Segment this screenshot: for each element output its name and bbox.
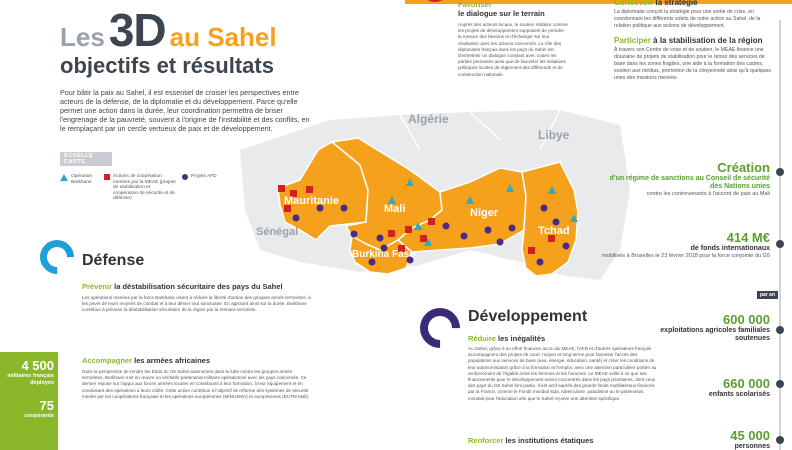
timeline-dot bbox=[776, 436, 784, 444]
page-title bbox=[60, 4, 310, 79]
dev-text1: Au Sahel, grâce à un effort financier accru du MEAE, l'AFD et d'autres opérateurs français accompagnent des projets de court, moyen et long terme pour favoriser l'accès des populations aux services de base (eau, énergie, éducation, santé) et créer les conditions de leur autonomisation grâce à la formation et l'emploi, avec une attention particulière portée au renforcement de l'égalité entre les femmes et les hommes. Le MEAE veille à ce que ses financements pour le développement soient concentrés dans les pays prioritaires, dont ceux des pays du G5 Sahel font partie. Il est actif auprès des grands fonds multilatéraux financés par la France, comme le Fonds mondial sida, tuberculose, paludisme ou le partenariat mondial pour l'éducation afin que le Sahel reçoive une attention spécifique. bbox=[468, 346, 657, 401]
dot-icon[interactable] bbox=[497, 239, 504, 246]
legend-label: Projets AFD bbox=[191, 174, 217, 179]
legend-label: Opération Barkhane bbox=[71, 174, 93, 185]
stat-number: Création bbox=[717, 160, 770, 175]
timeline-dot bbox=[776, 240, 784, 248]
label-mali: Mali bbox=[384, 203, 406, 215]
defense-sub2: les armées africaines bbox=[134, 356, 210, 365]
defense-prevenir bbox=[82, 282, 312, 314]
stat-exploitations bbox=[660, 312, 770, 343]
stat-number: 600 000 bbox=[723, 312, 770, 327]
stat-small: mobilisés à Bruxelles le 23 février 2018 pour la force conjointe du G5 bbox=[602, 253, 770, 259]
dot-icon[interactable] bbox=[541, 205, 548, 212]
square-icon[interactable] bbox=[388, 230, 395, 237]
timeline-dot bbox=[776, 168, 784, 176]
strategy-heading-prefix: Concevoir bbox=[614, 0, 654, 7]
strategy-section bbox=[614, 0, 774, 82]
stat-number: 4 500 bbox=[21, 358, 54, 373]
dialogue-section bbox=[458, 0, 568, 78]
dialogue-heading-acc: Favoriser bbox=[458, 0, 492, 9]
developpement-reduire bbox=[468, 334, 658, 402]
dot-icon[interactable] bbox=[377, 235, 384, 242]
dev-sub2: les institutions étatiques bbox=[505, 436, 594, 445]
stat-enfants bbox=[660, 376, 770, 399]
stat-personnes bbox=[660, 428, 770, 450]
legend-item-meae bbox=[104, 174, 176, 202]
dot-icon bbox=[182, 174, 188, 180]
stat-label: exploitations agricoles familiales soutenues bbox=[660, 327, 770, 342]
defense-stats bbox=[0, 352, 58, 450]
dot-icon[interactable] bbox=[537, 259, 544, 266]
legend-heading: ÉCHELLE CARTE bbox=[60, 152, 112, 166]
stat-label: personnes bbox=[734, 443, 770, 450]
stat-label: enfants scolarisés bbox=[708, 391, 770, 398]
dev-sub2-acc: Renforcer bbox=[468, 436, 504, 445]
square-icon bbox=[104, 174, 110, 180]
par-an-tag: par an bbox=[757, 291, 778, 299]
legend-item-afd bbox=[182, 174, 218, 202]
legend-item-barkhane bbox=[60, 174, 98, 202]
defense-arc bbox=[33, 233, 81, 281]
dot-icon[interactable] bbox=[509, 225, 516, 232]
dot-icon[interactable] bbox=[461, 233, 468, 240]
label-libye: Libye bbox=[538, 128, 570, 142]
stabilisation-heading: à la stabilisation de la région bbox=[653, 36, 763, 45]
square-icon[interactable] bbox=[405, 226, 412, 233]
strategy-text: La diplomatie conçoit la stratégie pour une sortie de crise, en coordonnant les différents volets de notre action au Sahel, de la relation politique aux actions de développement. bbox=[614, 9, 761, 29]
dialogue-text: Auprès des acteurs locaux, le soutien militaire comme les projets de développement supposent de prendre la mesure des besoins et d'échanger sur leur réalisation avec les acteurs concernés. Le rôle des diplomates français dans les pays du Sahel est d'entretenir un dialogue constant avec toutes les parties prenantes ainsi que de favoriser les initiatives politiques locales de règlement des différends et de construction nationale. bbox=[458, 22, 568, 77]
title-les: Les bbox=[60, 22, 105, 52]
title-subtitle: objectifs et résultats bbox=[60, 53, 274, 78]
defense-accompagner bbox=[82, 356, 312, 400]
defense-title: Défense bbox=[82, 252, 145, 269]
label-algerie: Algérie bbox=[408, 112, 449, 126]
title-3d: 3D bbox=[108, 4, 166, 56]
developpement-arc bbox=[412, 300, 469, 357]
title-au-sahel: au Sahel bbox=[169, 22, 277, 52]
map-legend bbox=[60, 152, 230, 202]
defense-sub2-acc: Accompagner bbox=[82, 356, 133, 365]
label-mauritanie: Mauritanie bbox=[284, 195, 340, 207]
developpement-title: Développement bbox=[468, 308, 588, 325]
stat-label: militaires français déployés bbox=[7, 373, 54, 386]
stat-number: 45 000 bbox=[730, 428, 770, 443]
square-icon[interactable] bbox=[278, 185, 285, 192]
defense-sub1: la déstabilisation sécuritaire des pays du Sahel bbox=[114, 282, 283, 291]
dot-icon[interactable] bbox=[293, 215, 300, 222]
square-icon[interactable] bbox=[306, 186, 313, 193]
defense-text1: Les opérations menées par la force Barkhane visent à réduire la liberté d'action des groupes armés terroristes, à les priver de leurs moyens de combat et à leur dénier tout sanctuaire. En agissant ainsi sur la durée, Barkhane contribue à prévenir la déstabilisation sécuritaire de la région par la menace terroriste. bbox=[82, 295, 311, 313]
stat-small: contre les contrevenants à l'accord de paix au Mali bbox=[646, 191, 770, 197]
stat-fonds bbox=[600, 230, 770, 260]
stat-number: 660 000 bbox=[723, 376, 770, 391]
timeline-dot bbox=[776, 380, 784, 388]
strategy-heading: la stratégie bbox=[655, 0, 698, 7]
label-senegal: Sénégal bbox=[256, 226, 299, 238]
defense-sub1-acc: Prévenir bbox=[82, 282, 113, 291]
label-niger: Niger bbox=[470, 207, 499, 219]
dot-icon[interactable] bbox=[351, 231, 358, 238]
stat-number: 75 bbox=[39, 398, 54, 413]
label-burkina-faso: Burkina Faso bbox=[352, 249, 416, 260]
dialogue-heading: le dialogue sur le terrain bbox=[458, 9, 545, 18]
dot-icon[interactable] bbox=[563, 243, 570, 250]
stat-label: d'un régime de sanctions au Conseil de sécurité des Nations unies bbox=[609, 175, 770, 190]
stat-sanctions bbox=[600, 160, 770, 198]
dot-icon[interactable] bbox=[485, 227, 492, 234]
square-icon[interactable] bbox=[428, 218, 435, 225]
timeline-dot bbox=[776, 326, 784, 334]
dev-sub1-acc: Réduire bbox=[468, 334, 496, 343]
stat-number: 414 M€ bbox=[726, 230, 770, 245]
intro-paragraph: Pour bâtir la paix au Sahel, il est essentiel de croiser les perspectives entre acteurs de la défense, de la diplomatie et du développement. Parce qu'elle permet une action dans la durée, leur coordination permettra de briser l'engrenage de la pauvreté, souvent à l'origine de l'instabilité et des conflits, en le remplaçant par un cercle vertueux de paix et de développement. bbox=[60, 88, 310, 133]
square-icon[interactable] bbox=[420, 235, 427, 242]
stat-label: coopérants bbox=[24, 413, 54, 419]
defense-text2: Dans la perspective de rendre les États du G5 Sahel autonomes dans la lutte contre les groupes armés terroristes, Barkhane met en œuvre un véritable partenariat militaire opérationnel avec les pays concernés. Ce dernier repose sur l'appui aux forces armées locales en contribuant à leur formation, à leur équipement et en conduisant des opérations à leurs côtés. Cette action contribue à l'objectif de réforme des systèmes de sécurité menée par les coopérations française et les opérations européennes (MINUSMA) et européennes (EUTM Mali). bbox=[82, 369, 310, 399]
stabilisation-heading-acc: Participer bbox=[614, 36, 651, 45]
square-icon[interactable] bbox=[528, 247, 535, 254]
dev-sub1: les inégalités bbox=[498, 334, 546, 343]
stat-label: de fonds internationaux bbox=[690, 245, 770, 252]
stabilisation-text: À travers son Centre de crise et de soutien, le MEAE finance une douzaine de projets de stabilisation pour le retour des services de base dans les zones fragiles, une aide à la formation des cadres, soutien aux médias, promotion de la citoyenneté ainsi qu'à quelques unes des missions menées. bbox=[614, 47, 772, 81]
dot-icon[interactable] bbox=[341, 205, 348, 212]
legend-label: Actions de coopération menées par la MEAE (projets de stabilisation et coopération de sécurité et de défense) bbox=[113, 174, 176, 202]
label-tchad: Tchad bbox=[538, 225, 570, 237]
dot-icon[interactable] bbox=[443, 223, 450, 230]
developpement-renforcer bbox=[468, 436, 658, 445]
triangle-icon bbox=[60, 174, 68, 181]
